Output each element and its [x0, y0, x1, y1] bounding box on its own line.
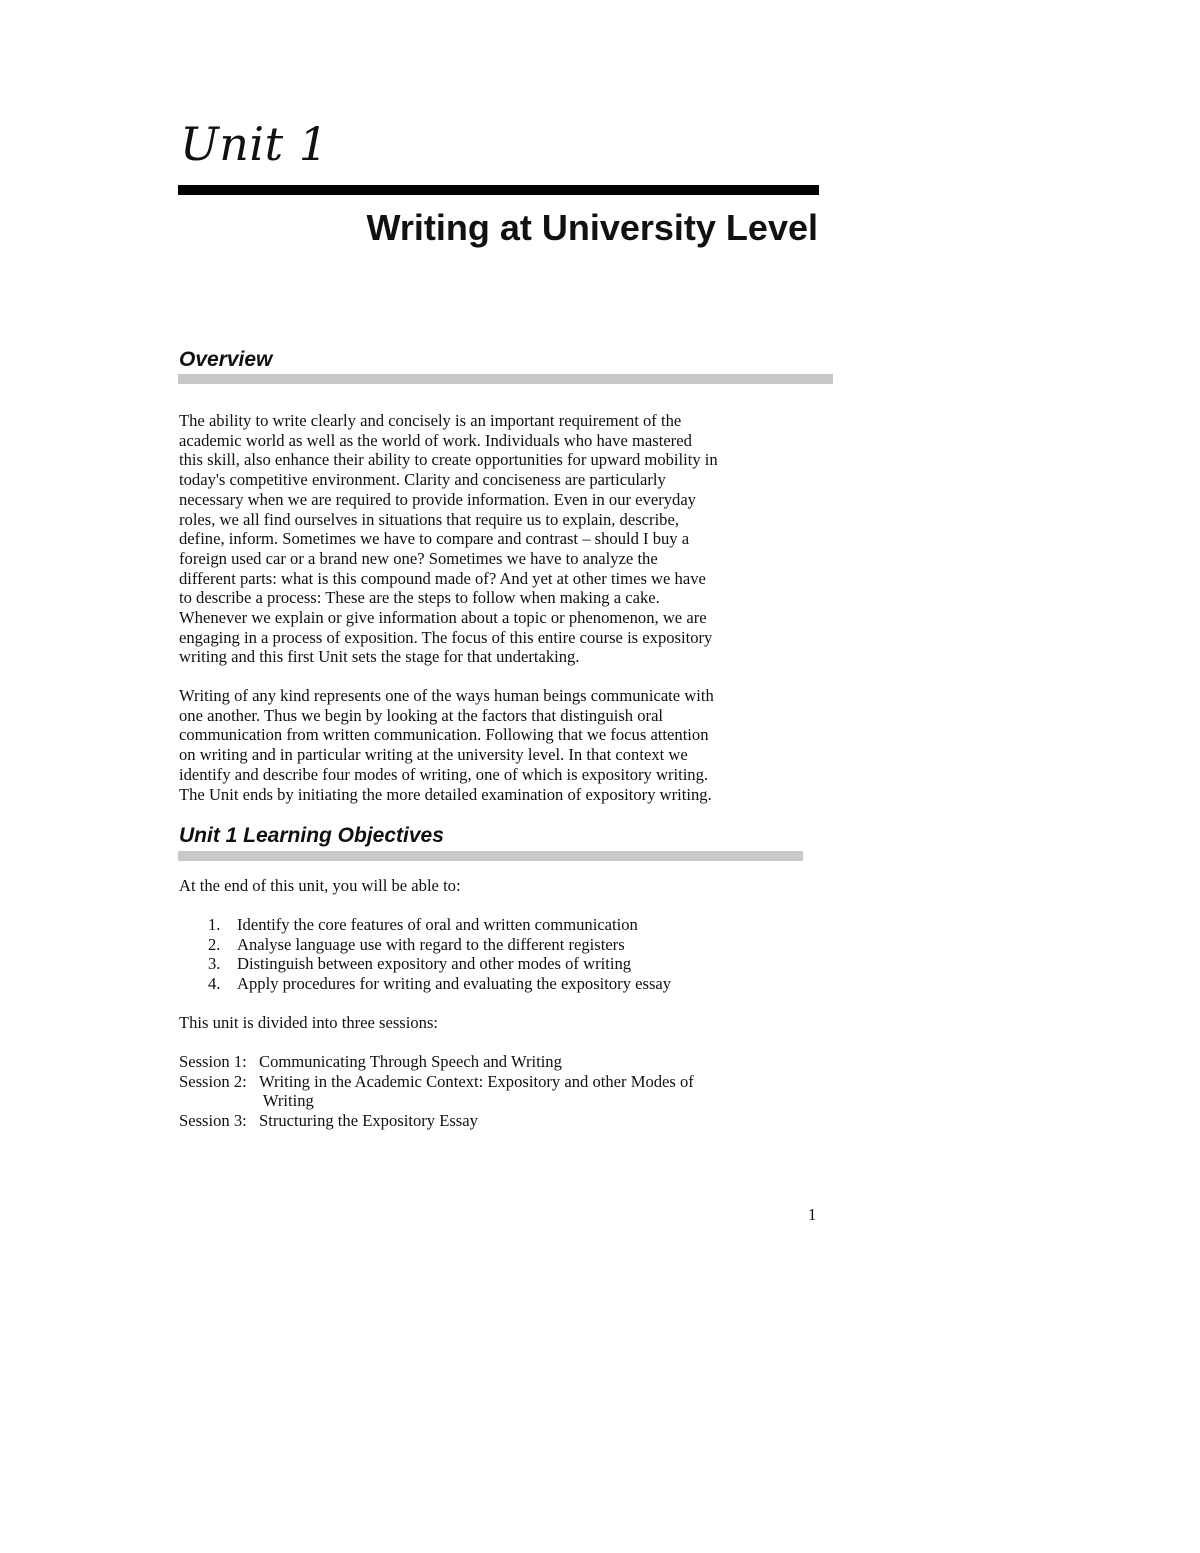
session-title: Structuring the Expository Essay	[259, 1111, 478, 1131]
list-item-number: 1.	[208, 915, 221, 934]
sessions-list	[179, 1052, 694, 1131]
list-item-number: 4.	[208, 974, 221, 994]
list-item-number: 2.	[208, 934, 221, 954]
unit-title: Writing at University Level	[366, 207, 818, 248]
session-row	[179, 1052, 694, 1072]
objectives-list	[179, 915, 671, 994]
overview-paragraph-1: The ability to write clearly and concisely is an important requirement of the academic world as well as the world of work. Individuals who have mastered this skill, also enhance their ability to create opportunities for upward mobility in today's competitive environment. Clarity and conciseness are particularly necessary when we are required to provide information. Even in our everyday roles, we all find ourselves in situations that require us to explain, describe, define, inform. Sometimes we have to compare and contrast – should I buy a foreign used car or a brand new one? Sometimes we have to analyze the different parts: what is this compound made of? And yet at other times we have to describe a process: These are the steps to follow when making a cake. Whenever we explain or give information about a topic or phenomenon, we are engaging in a process of exposition. The focus of this entire course is expository writing and this first Unit sets the stage for that undertaking.	[179, 411, 718, 667]
list-item-text: Distinguish between expository and other modes of writing	[237, 954, 632, 974]
list-item	[179, 974, 671, 994]
overview-rule	[178, 374, 833, 384]
session-label: Session 1:	[179, 1052, 247, 1071]
session-label: Session 3:	[179, 1111, 247, 1131]
page-number: 1	[808, 1205, 817, 1224]
session-title: Communicating Through Speech and Writing	[259, 1052, 562, 1071]
list-item-text: Identify the core features of oral and written communication	[237, 915, 638, 934]
list-item	[179, 935, 671, 955]
session-row	[179, 1072, 694, 1111]
overview-heading: Overview	[179, 348, 273, 371]
session-row	[179, 1111, 694, 1131]
sessions-intro: This unit is divided into three sessions:	[179, 1013, 439, 1032]
list-item	[179, 915, 671, 935]
list-item-number: 3.	[208, 954, 221, 974]
session-label: Session 2:	[179, 1071, 247, 1091]
title-rule	[178, 185, 819, 195]
session-title: Writing in the Academic Context: Expository and other Modes of Writing	[259, 1071, 694, 1111]
list-item-text: Apply procedures for writing and evaluating the expository essay	[237, 974, 672, 994]
objectives-intro: At the end of this unit, you will be able to:	[179, 876, 461, 895]
objectives-heading: Unit 1 Learning Objectives	[179, 824, 444, 847]
list-item-text: Analyse language use with regard to the different registers	[237, 934, 625, 954]
overview-paragraph-2: Writing of any kind represents one of the ways human beings communicate with one another. Thus we begin by looking at the factors that distinguish oral communication from written communication. Following that we focus attention on writing and in particular writing at the university level. In that context we identify and describe four modes of writing, one of which is expository writing. The Unit ends by initiating the more detailed examination of expository writing.	[179, 686, 714, 804]
objectives-rule	[178, 851, 803, 861]
unit-label: Unit 1	[180, 117, 329, 171]
list-item	[179, 954, 671, 974]
